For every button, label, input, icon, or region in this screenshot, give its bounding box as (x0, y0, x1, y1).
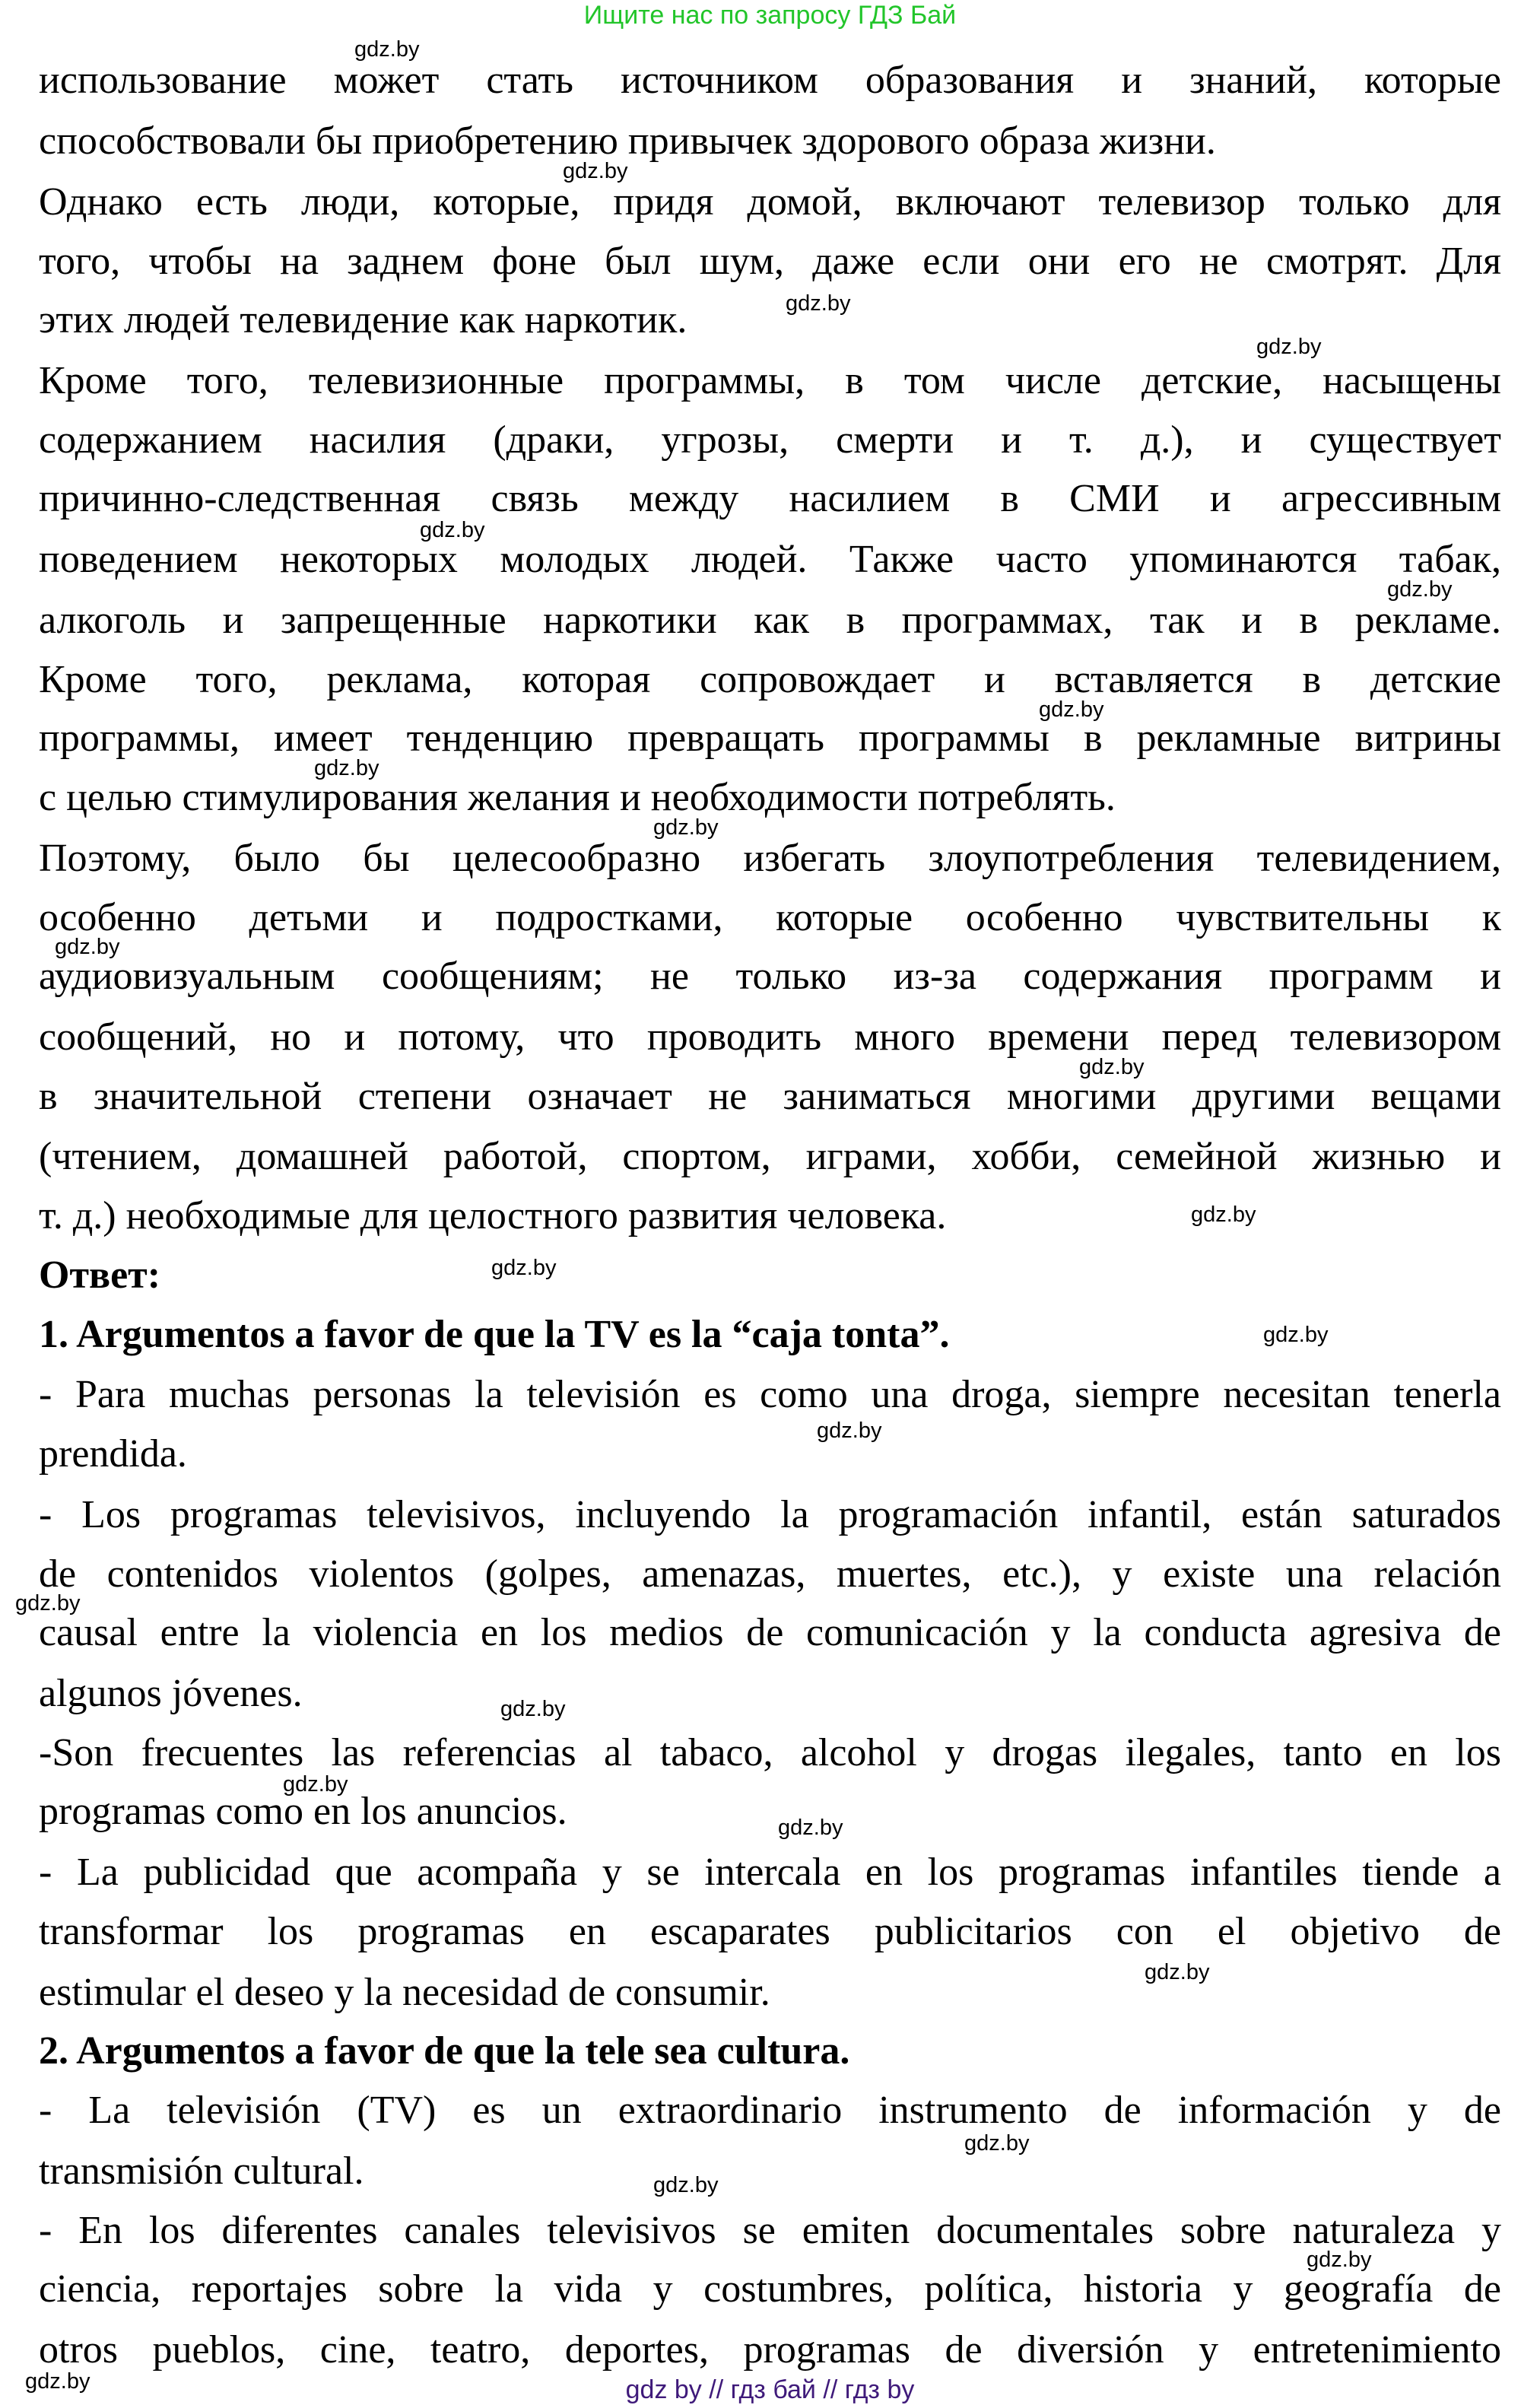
text-line: - Para muchas personas la televisión es como una droga, siempre necesitan tenerla (39, 1373, 1501, 1416)
section-heading: 2. Argumentos a favor de que la tele sea cultura. (39, 2029, 850, 2073)
watermark: gdz.by (420, 518, 485, 542)
text-line: с целью стимулирования желания и необходимости потреблять. (39, 776, 1116, 819)
text-line: otros pueblos, cine, teatro, deportes, programas de diversión y entretenimiento (39, 2328, 1501, 2372)
text-line: причинно-следственная связь между насилием в СМИ и агрессивным (39, 477, 1501, 520)
watermark: gdz.by (1263, 1323, 1329, 1347)
watermark: gdz.by (653, 2173, 719, 2197)
watermark: gdz.by (314, 756, 379, 780)
text-line: -Son frecuentes las referencias al tabaco, alcohol y drogas ilegales, tanto en los (39, 1731, 1501, 1774)
text-line: в значительной степени означает не заниматься многими другими вещами (39, 1075, 1501, 1118)
section-heading: 1. Argumentos a favor de que la TV es la “caja tonta”. (39, 1313, 950, 1356)
text-line: т. д.) необходимые для целостного развития человека. (39, 1194, 947, 1237)
watermark: gdz.by (1145, 1960, 1210, 1984)
text-line: causal entre la violencia en los medios de comunicación y la conducta agresiva de (39, 1611, 1501, 1654)
text-line: algunos jóvenes. (39, 1672, 303, 1715)
watermark: gdz.by (491, 1256, 557, 1280)
watermark: gdz.by (25, 2369, 90, 2394)
watermark: gdz.by (1079, 1055, 1145, 1079)
text-line: Кроме того, телевизионные программы, в том числе детские, насыщены (39, 359, 1501, 402)
text-line: - La publicidad que acompaña y se intercala en los programas infantiles tiende a (39, 1851, 1501, 1894)
text-line: алкоголь и запрещенные наркотики как в программах, так и в рекламе. (39, 599, 1501, 642)
section-heading: Ответ: (39, 1253, 161, 1297)
text-line: аудиовизуальным сообщениям; не только из-за содержания программ и (39, 955, 1501, 998)
watermark: gdz.by (786, 291, 851, 316)
watermark: gdz.by (563, 159, 628, 183)
text-line: transformar los programas en escaparates publicitarios con el objetivo de (39, 1910, 1501, 1953)
search-hint-banner: Ищите нас по запросу ГДЗ Бай (583, 1, 957, 30)
text-line: способствовали бы приобретению привычек здорового образа жизни. (39, 119, 1216, 163)
watermark: gdz.by (778, 1816, 843, 1840)
text-line: programas como en los anuncios. (39, 1790, 567, 1833)
watermark: gdz.by (1307, 2248, 1372, 2272)
text-line: ciencia, reportajes sobre la vida y costumbres, política, historia y geografía de (39, 2267, 1501, 2311)
text-line: Однако есть люди, которые, придя домой, включают телевизор только для (39, 180, 1501, 224)
text-line: того, чтобы на заднем фоне был шум, даже если они его не смотрят. Для (39, 240, 1501, 283)
text-line: - En los diferentes canales televisivos se emiten documentales sobre naturaleza y (39, 2209, 1501, 2252)
watermark: gdz.by (1039, 697, 1104, 722)
watermark: gdz.by (964, 2131, 1030, 2156)
text-line: этих людей телевидение как наркотик. (39, 298, 687, 342)
watermark: gdz.by (15, 1591, 81, 1616)
text-line: - Los programas televisivos, incluyendo la programación infantil, están saturados (39, 1493, 1501, 1536)
text-line: сообщений, но и потому, что проводить много времени перед телевизором (39, 1015, 1501, 1059)
text-line: estimular el deseo y la necesidad de consumir. (39, 1971, 770, 2014)
watermark: gdz.by (1256, 335, 1322, 359)
watermark: gdz.by (500, 1697, 566, 1721)
text-line: особенно детьми и подростками, которые особенно чувствительны к (39, 896, 1501, 939)
text-line: prendida. (39, 1432, 187, 1476)
watermark: gdz.by (653, 815, 719, 840)
text-line: transmisión cultural. (39, 2149, 364, 2193)
text-line: de contenidos violentos (golpes, amenazas, muertes, etc.), y existe una relación (39, 1552, 1501, 1596)
watermark: gdz.by (283, 1772, 348, 1797)
footer-links[interactable]: gdz by // гдз бай // гдз by (625, 2375, 915, 2404)
text-line: использование может стать источником образования и знаний, которые (39, 59, 1501, 102)
text-line: - La televisión (TV) es un extraordinario instrumento de información y de (39, 2089, 1501, 2132)
text-line: Кроме того, реклама, которая сопровождает и вставляется в детские (39, 658, 1501, 701)
text-line: Поэтому, было бы целесообразно избегать злоупотребления телевидением, (39, 837, 1501, 880)
text-line: программы, имеет тенденцию превращать программы в рекламные витрины (39, 716, 1501, 760)
watermark: gdz.by (354, 37, 420, 62)
watermark: gdz.by (817, 1419, 882, 1443)
text-line: содержанием насилия (драки, угрозы, смерти и т. д.), и существует (39, 418, 1501, 462)
watermark: gdz.by (55, 935, 120, 959)
watermark: gdz.by (1191, 1202, 1256, 1227)
text-line: поведением некоторых молодых людей. Также часто упоминаются табак, (39, 538, 1501, 581)
text-line: (чтением, домашней работой, спортом, играми, хобби, семейной жизнью и (39, 1135, 1501, 1178)
watermark: gdz.by (1387, 577, 1453, 602)
